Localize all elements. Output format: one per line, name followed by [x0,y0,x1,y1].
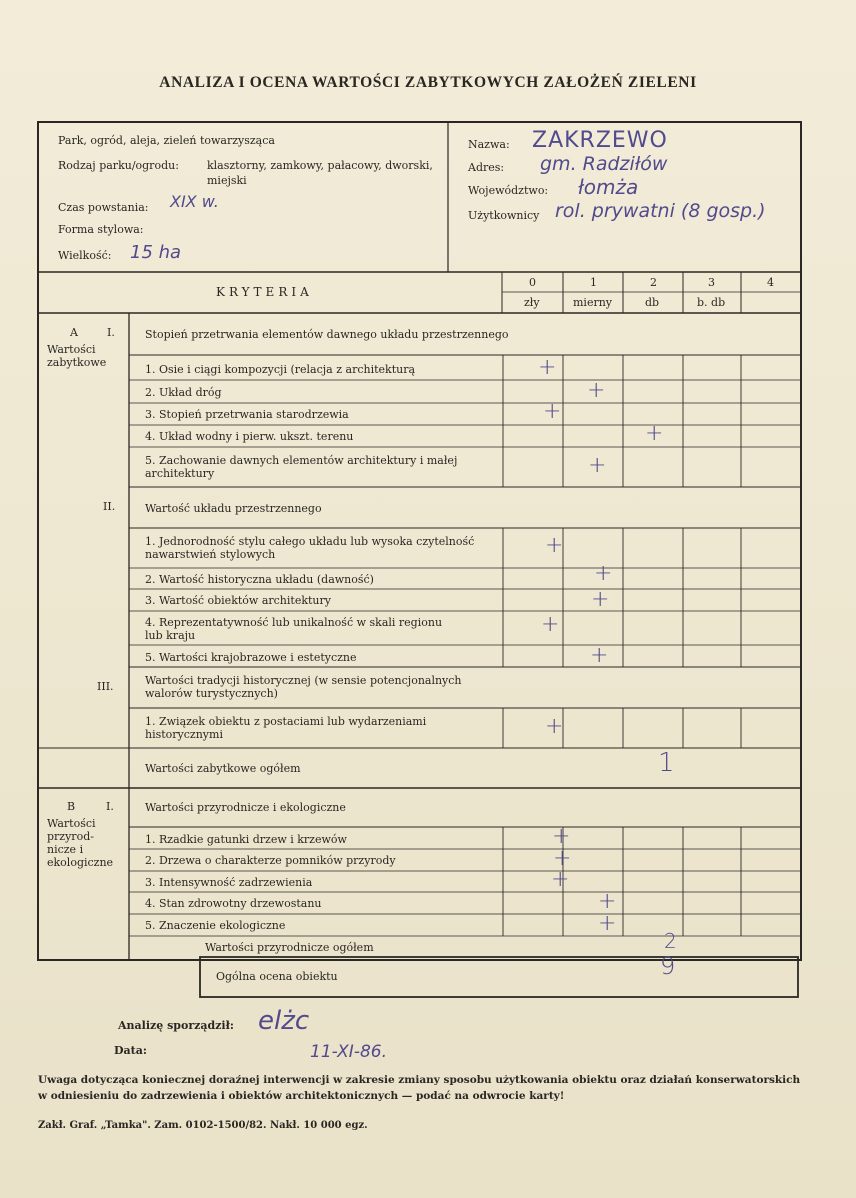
row-b1-4: 4. Stan zdrowotny drzewostanu [145,897,322,910]
mark-a2-4: + [541,612,560,637]
rodzaj-options-line2: miejski [207,174,247,187]
kryteria-label: KRYTERIA [216,285,313,299]
row-b1-1: 1. Rzadkie gatunki drzew i krzewów [145,833,347,846]
data-label: Data: [114,1044,147,1057]
row-b1-3: 3. Intensywność zadrzewienia [145,876,313,889]
uzytkownicy-label: Użytkownicy [468,209,540,222]
analiza-signature: elżc [258,1006,310,1036]
score-name-3: b. db [697,296,726,309]
row-a1-2: 2. Układ dróg [145,386,222,399]
mark-a1-1: + [538,355,557,380]
row-a2-4: 4. Reprezentatywność lub unikalność w skali regionu lub kraju [145,616,443,642]
row-overall: Ogólna ocena obiektu [216,970,338,983]
score-1: 1 [590,276,597,289]
adres-value: gm. Radziłów [540,153,668,175]
row-b-total: Wartości przyrodnicze ogółem [205,941,374,954]
section-b-letter: B [67,800,76,813]
row-a2-3: 3. Wartość obiektów architektury [145,594,331,607]
mark-b1-5: + [598,911,617,936]
wielkosc-value: 15 ha [130,242,182,263]
row-a-total: Wartości zabytkowe ogółem [145,762,301,775]
row-a2-heading: Wartość układu przestrzennego [145,502,322,515]
row-a1-heading: Stopień przetrwania elementów dawnego układu przestrzennego [145,328,509,341]
row-b1-heading: Wartości przyrodnicze i ekologiczne [145,801,346,814]
mark-a1-5: + [588,453,607,478]
wielkosc-label: Wielkość: [58,249,112,262]
row-b1-5: 5. Znaczenie ekologiczne [145,919,286,932]
row-b1-2: 2. Drzewa o charakterze pomników przyrody [145,854,396,867]
score-name-1: mierny [573,296,613,309]
park-label: Park, ogród, aleja, zieleń towarzysząca [58,134,275,147]
rodzaj-label: Rodzaj parku/ogrodu: [58,159,179,172]
section-a-name: Wartości zabytkowe [47,343,107,369]
wojewodztwo-label: Województwo: [468,184,549,197]
row-a1-1: 1. Osie i ciągi kompozycji (relacja z architekturą [145,363,416,376]
mark-b1-3: + [551,867,570,892]
row-a2-5: 5. Wartości krajobrazowe i estetyczne [145,651,357,664]
row-a3-heading: Wartości tradycji historycznej (w sensie potencjonalnych walorów turystycznych) [145,674,462,700]
czas-label: Czas powstania: [58,201,149,214]
mark-b1-4: + [598,889,617,914]
page-title: ANALIZA I OCENA WARTOŚCI ZABYTKOWYCH ZAŁOŻEŃ ZIELENI [159,74,697,91]
mark-a2-1: + [545,533,564,558]
score-4: 4 [767,276,774,289]
notice-line1: Uwaga dotycząca koniecznej doraźnej interwencji w zakresie zmiany sposobu użytkowania obiektu oraz działań konserwatorskich [38,1074,801,1086]
section-a-letter: A [70,326,78,339]
section-a-roman: I. [107,326,115,339]
mark-a-total: 1 [658,748,675,778]
nazwa-value: ZAKRZEWO [532,128,668,153]
notice-line2: w odniesieniu do zadrzewienia i obiektów architektonicznych — podać na odwrocie karty! [38,1090,565,1102]
uzytkownicy-value: rol. prywatni (8 gosp.) [555,200,766,222]
score-3: 3 [708,276,715,289]
mark-a2-2: + [594,561,613,586]
row-a1-4: 4. Układ wodny i pierw. ukszt. terenu [145,430,354,443]
mark-a2-5: + [590,643,609,668]
mark-a3-1: + [545,714,564,739]
mark-b-total: 2 [664,929,677,953]
mark-b1-1: + [552,824,571,849]
czas-value: XIX w. [170,192,219,211]
row-a3-1: 1. Związek obiektu z postaciami lub wydarzeniami historycznymi [145,715,427,741]
mark-overall: 9 [660,952,676,980]
score-name-0: zły [524,296,540,309]
forma-label: Forma stylowa: [58,223,144,236]
analiza-label: Analizę sporządził: [118,1019,234,1032]
row-a2-2: 2. Wartość historyczna układu (dawność) [145,573,374,586]
mark-b1-2: + [553,846,572,871]
score-0: 0 [529,276,536,289]
adres-label: Adres: [468,161,505,174]
section-a-iii: III. [97,680,114,693]
row-a1-5: 5. Zachowanie dawnych elementów architektury i małej architektury [145,454,458,480]
mark-a1-3: + [543,399,562,424]
section-b-roman: I. [106,800,114,813]
wojewodztwo-value: łomża [578,175,639,199]
score-name-2: db [645,296,660,309]
nazwa-label: Nazwa: [468,138,510,151]
row-a2-1: 1. Jednorodność stylu całego układu lub wysoka czytelność nawarstwień stylowych [145,535,475,561]
printer-info: Zakł. Graf. „Tamka". Zam. 0102-1500/82. Nakł. 10 000 egz. [38,1120,368,1131]
data-value: 11-XI-86. [310,1042,387,1062]
section-a-ii: II. [103,500,116,513]
rodzaj-options-line1: klasztorny, zamkowy, pałacowy, dworski, [207,159,433,172]
mark-a2-3: + [591,587,610,612]
row-a1-3: 3. Stopień przetrwania starodrzewia [145,408,349,421]
mark-a1-4: + [645,421,664,446]
mark-a1-2: + [587,378,606,403]
score-2: 2 [650,276,657,289]
section-b-name: Wartości przyrod- nicze i ekologiczne [47,817,114,869]
